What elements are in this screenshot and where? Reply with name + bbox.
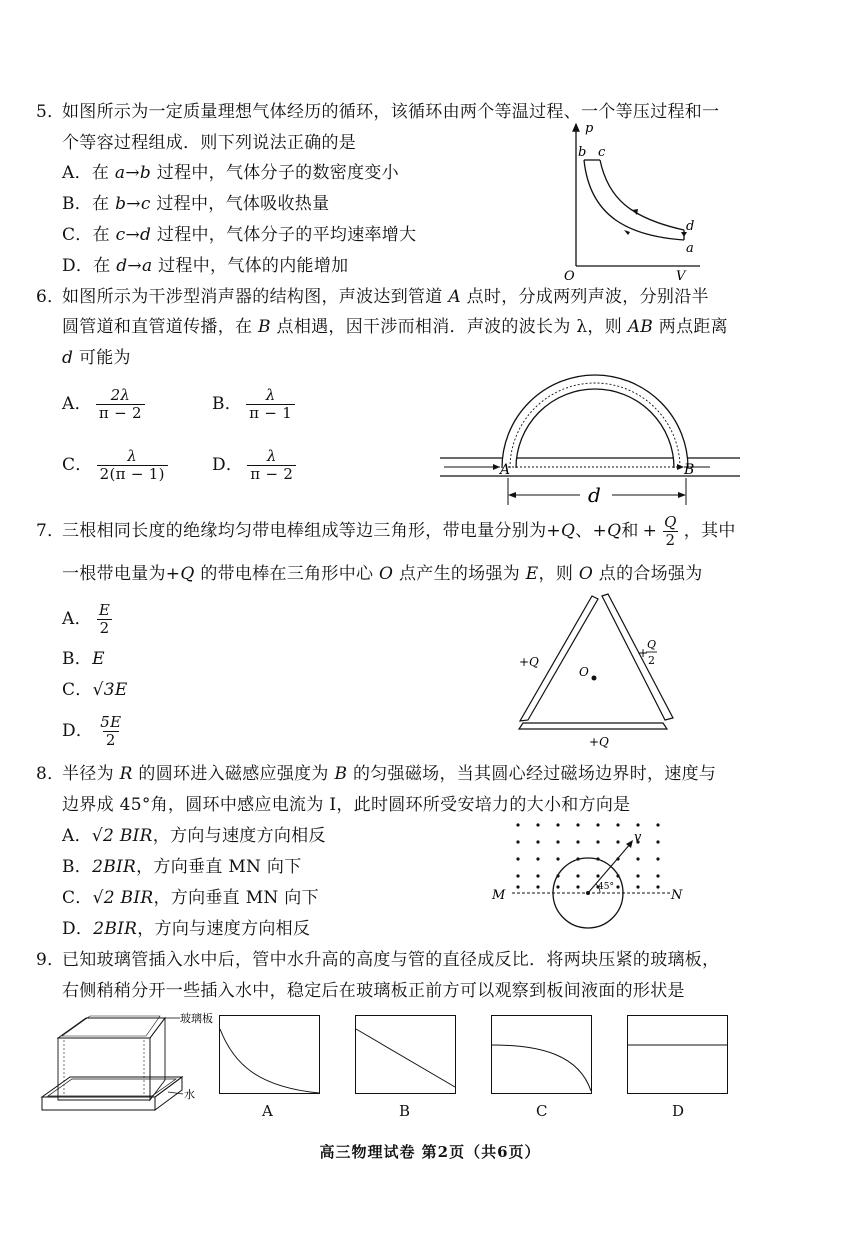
point-b: b [578, 145, 587, 160]
process-cd [600, 160, 684, 230]
q6-option-c: C． $\frac{\lambda}{2(\pi - 1)}$ [62, 445, 172, 485]
center-o-point [592, 676, 597, 681]
point-a-label: A [500, 462, 511, 478]
field-dot [556, 840, 559, 843]
q5-option-d: D．在 d→a 过程中，气体的内能增加 [62, 256, 349, 276]
q5-stem-line1: 5．如图所示为一定质量理想气体经历的循环，该循环由两个等温过程、一个等压过程和一 [36, 102, 720, 122]
field-dot [636, 874, 639, 877]
liquid-surface-b [356, 1029, 455, 1087]
left-charge-label: +Q [519, 655, 539, 669]
q7-option-d: D． $\frac{5E}{2}$ [62, 712, 122, 749]
field-dot [656, 840, 659, 843]
choice-d-graph [627, 1015, 729, 1095]
n-label: N [671, 888, 683, 903]
field-dot [536, 874, 539, 877]
choice-c-label: C [536, 1102, 548, 1120]
q5-option-b: B．在 b→c 过程中，气体吸收热量 [62, 194, 330, 214]
q6-option-d: D． $\frac{\lambda}{\pi - 2}$ [212, 445, 300, 485]
field-dot [616, 823, 619, 826]
field-dot [616, 885, 619, 888]
q8-option-a: A．√2 BIR，方向与速度方向相反 [62, 826, 326, 846]
angle-label: 45° [598, 882, 614, 892]
field-dot [556, 857, 559, 860]
q6-stem-line3: d 可能为 [62, 348, 131, 368]
q7-option-a: A． $\frac{E}{2}$ [62, 598, 117, 640]
right-charge-num: Q [647, 638, 657, 651]
field-dot [576, 874, 579, 877]
bottom-charge-label: +Q [589, 735, 609, 749]
field-dot [636, 885, 639, 888]
q7-triangle-diagram [505, 590, 695, 755]
field-dot [636, 857, 639, 860]
q9-stem-line1: 9．已知玻璃管插入水中后，管中水升高的高度与管的直径成反比．将两块压紧的玻璃板， [36, 950, 720, 970]
field-dot [636, 823, 639, 826]
q6-stem-line1: 6．如图所示为干涉型消声器的结构图，声波达到管道 A 点时，分成两列声波，分别沿半 [36, 287, 709, 307]
q8-option-b: B．2BIR，方向垂直 MN 向下 [62, 857, 302, 877]
right-charge-den: 2 [648, 654, 655, 667]
field-dot [536, 885, 539, 888]
q8-option-d: D．2BIR，方向与速度方向相反 [62, 919, 311, 939]
incoming-arrow [493, 464, 500, 470]
field-dot [576, 823, 579, 826]
point-c: c [598, 145, 606, 160]
liquid-surface-a [220, 1029, 319, 1093]
q5-option-c: C．在 c→d 过程中，气体分子的平均速率增大 [62, 225, 417, 245]
choice-d-label: D [672, 1102, 685, 1120]
q5-option-a: A．在 a→b 过程中，气体分子的数密度变小 [62, 163, 399, 183]
field-dot [516, 857, 519, 860]
q9-glass-plates-diagram [40, 1012, 215, 1118]
q6-stem-line2: 圆管道和直管道传播，在 B 点相遇，因干涉而相消．声波的波长为 λ，则 AB 两点距离 [62, 317, 728, 337]
q7-stem-line1: 7． 三根相同长度的绝缘均匀带电棒组成等边三角形，带电量分别为+ Q 、+ Q 和 + $\frac{Q}{2}$ ，其中 [36, 512, 736, 549]
distance-d-label: d [588, 483, 601, 507]
choice-a-graph [219, 1015, 321, 1095]
process-ab [584, 160, 684, 240]
field-dot [596, 840, 599, 843]
glass-plate-top [58, 1018, 165, 1038]
field-dot [576, 840, 579, 843]
p-label: p [585, 121, 594, 136]
m-label: M [492, 888, 506, 903]
origin-label: O [564, 269, 575, 283]
point-d: d [686, 219, 695, 234]
field-dot [656, 874, 659, 877]
field-dot [516, 823, 519, 826]
water-label: 水 [184, 1088, 195, 1101]
q5-pv-diagram [560, 118, 710, 283]
point-a: a [686, 241, 694, 256]
q7-option-c: C．√3E [62, 680, 128, 700]
field-dot [556, 823, 559, 826]
field-dot [656, 823, 659, 826]
choice-a-label: A [262, 1102, 273, 1120]
q7-option-b: B．E [62, 649, 105, 669]
q6-muffler-diagram [440, 370, 740, 510]
water-tray [42, 1077, 182, 1097]
v-label: V [676, 269, 686, 283]
field-dot [596, 874, 599, 877]
field-dot [656, 857, 659, 860]
q8-option-c: C．√2 BIR，方向垂直 MN 向下 [62, 888, 319, 908]
field-dot [616, 840, 619, 843]
q9-stem-line2: 右侧稍稍分开一些插入水中，稳定后在玻璃板正前方可以观察到板间液面的形状是 [62, 981, 685, 1001]
field-dot [656, 885, 659, 888]
center-o-label: O [579, 665, 589, 679]
field-dot [536, 823, 539, 826]
field-dot [556, 885, 559, 888]
field-dot [596, 823, 599, 826]
liquid-surface-c [492, 1045, 591, 1091]
point-b-label: B [684, 462, 695, 478]
field-dot [516, 885, 519, 888]
q8-stem-line1: 8．半径为 R 的圆环进入磁感应强度为 B 的匀强磁场，当其圆心经过磁场边界时，速度与 [36, 764, 717, 784]
right-charge-sign: + [638, 646, 649, 660]
field-dot [516, 840, 519, 843]
choice-c-graph [491, 1015, 593, 1095]
q6-option-a: A． $\frac{2\lambda}{\pi - 2}$ [62, 384, 149, 424]
field-dot [536, 857, 539, 860]
rod-bottom [519, 723, 667, 729]
v-label: v [634, 830, 642, 845]
q7-stem-line2: 一根带电量为+Q 的带电棒在三角形中心 O 点产生的场强为 E，则 O 点的合场强为 [62, 564, 703, 584]
arrow-cd [632, 209, 638, 215]
field-dot [536, 840, 539, 843]
inner-arc [516, 389, 674, 468]
q8-magnetic-field-diagram [490, 815, 700, 940]
field-dot [516, 874, 519, 877]
choice-b-graph [355, 1015, 457, 1095]
q5-stem-line2: 个等容过程组成．则下列说法正确的是 [62, 133, 357, 153]
q6-option-b: B． $\frac{\lambda}{\pi - 1}$ [212, 384, 299, 424]
field-dot [576, 885, 579, 888]
glass-plate-front [58, 1038, 150, 1100]
page-footer: 高三物理试卷 第2页（共6页） [319, 1143, 541, 1161]
q8-stem-line2: 边界成 45°角，圆环中感应电流为 I，此时圆环所受安培力的大小和方向是 [62, 795, 631, 815]
arrow-ab [624, 230, 630, 235]
glass-plate-label: 玻璃板 [180, 1012, 213, 1025]
choice-b-label: B [399, 1102, 411, 1120]
